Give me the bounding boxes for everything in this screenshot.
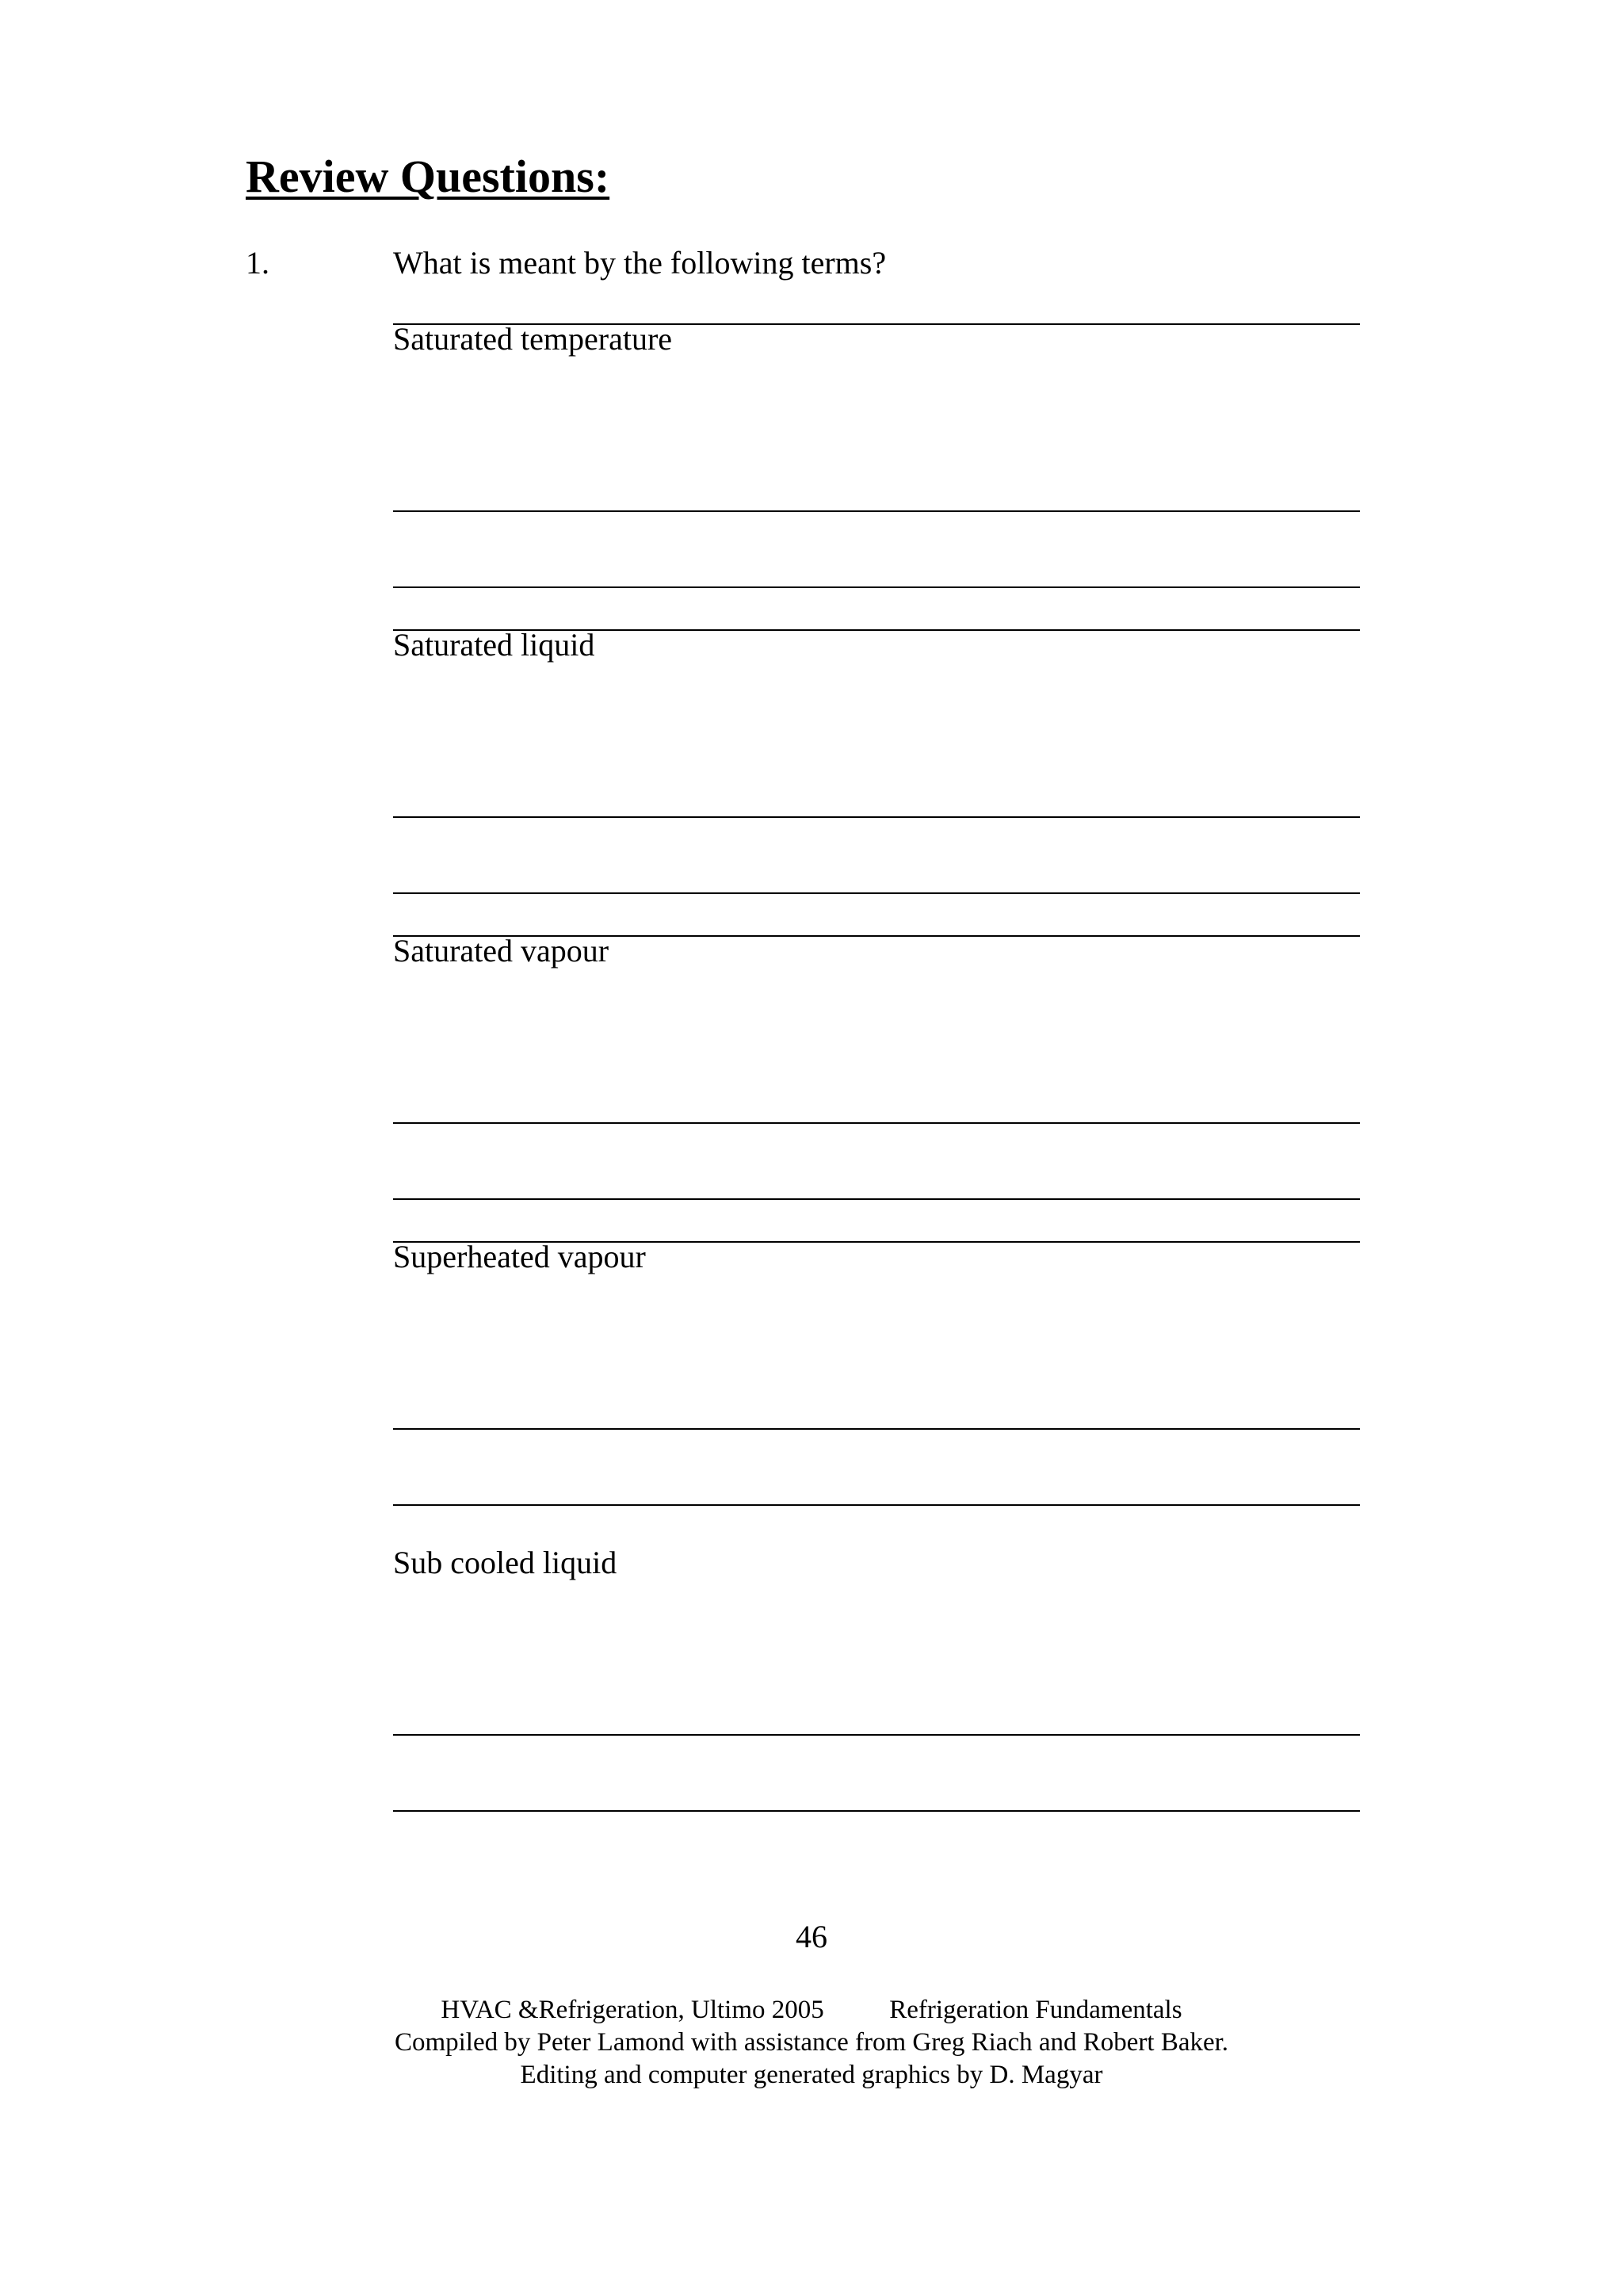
footer-line-editing: Editing and computer generated graphics by D. Magyar <box>520 2061 1103 2089</box>
answer-line[interactable] <box>393 510 1360 512</box>
term-label: Saturated liquid <box>393 627 595 663</box>
term-saturated-temperature <box>393 323 1360 593</box>
term-label: Saturated vapour <box>393 933 609 968</box>
page-number: 46 <box>796 1919 827 1954</box>
term-label: Sub cooled liquid <box>393 1545 617 1580</box>
term-superheated-vapour <box>393 1241 1360 1511</box>
answer-line[interactable] <box>393 1810 1360 1812</box>
answer-line[interactable] <box>393 629 1360 631</box>
answer-line[interactable] <box>393 1241 1360 1243</box>
answer-line[interactable] <box>393 816 1360 818</box>
answer-line[interactable] <box>393 586 1360 588</box>
answer-line[interactable] <box>393 1428 1360 1430</box>
answer-line[interactable] <box>393 935 1360 937</box>
answer-line[interactable] <box>393 1198 1360 1200</box>
term-sub-cooled-liquid <box>393 1547 1360 1740</box>
answer-line[interactable] <box>393 1504 1360 1506</box>
footer-line-compiled-by: Compiled by Peter Lamond with assistance from Greg Riach and Robert Baker. <box>394 2028 1229 2057</box>
term-saturated-liquid <box>393 629 1360 899</box>
answer-line[interactable] <box>393 323 1360 325</box>
page-footer <box>0 1994 1623 2092</box>
term-label: Saturated temperature <box>393 321 673 357</box>
term-label: Superheated vapour <box>393 1239 646 1274</box>
answer-line[interactable] <box>393 892 1360 894</box>
footer-line-course: HVAC &Refrigeration, Ultimo 2005 Refrigeration Fundamentals <box>441 1996 1182 2024</box>
question-number: 1. <box>246 245 269 281</box>
answer-line[interactable] <box>393 1122 1360 1124</box>
question-text: What is meant by the following terms? <box>393 245 887 281</box>
term-saturated-vapour <box>393 935 1360 1205</box>
answer-line[interactable] <box>393 1734 1360 1736</box>
page-title: Review Questions: <box>246 151 610 202</box>
